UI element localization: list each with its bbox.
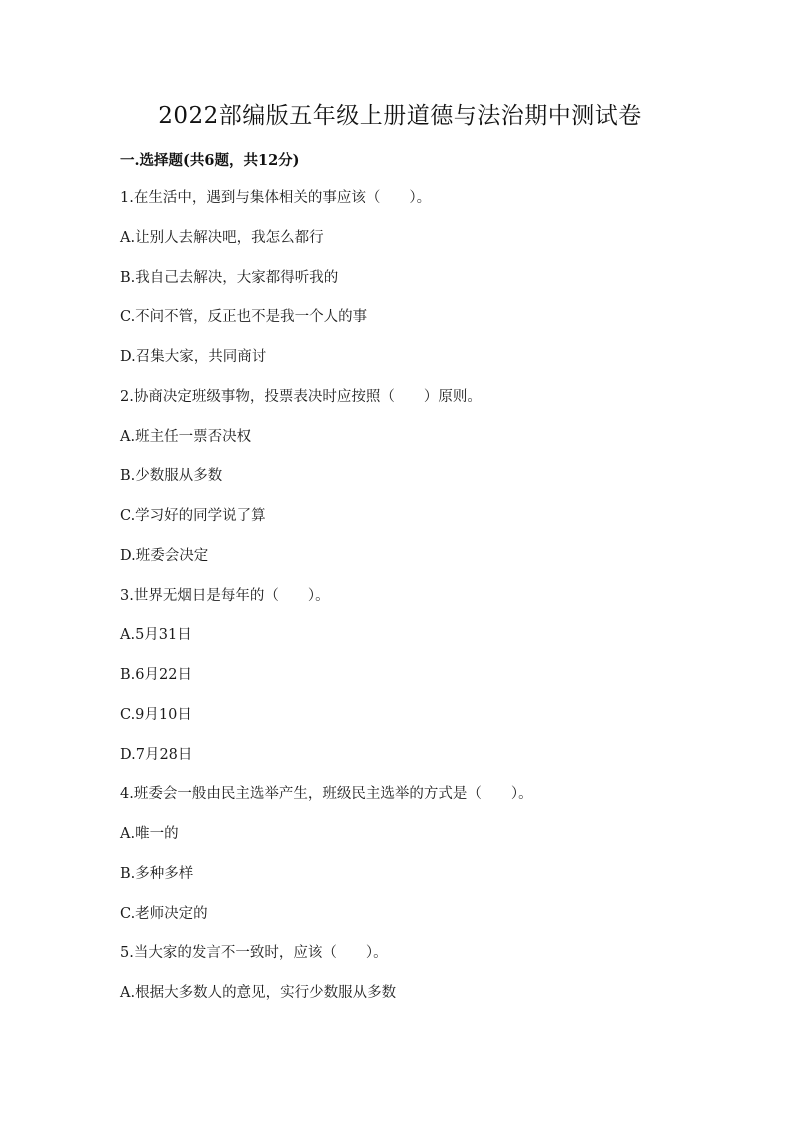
question-option: C.不问不管，反正也不是我一个人的事 — [120, 309, 368, 326]
question-option: A.5月31日 — [120, 627, 192, 644]
question-option: B.少数服从多数 — [120, 468, 223, 485]
question-list — [120, 187, 720, 1022]
section-heading: 一.选择题(共6题，共12分) — [120, 152, 300, 169]
question-option: B.多种多样 — [120, 865, 194, 882]
question-option: B.我自己去解决，大家都得听我的 — [120, 269, 339, 286]
question-option: A.班主任一票否决权 — [120, 428, 252, 445]
question-option: D.7月28日 — [120, 746, 193, 763]
question-option: C.9月10日 — [120, 706, 192, 723]
question-option: A.根据大多数人的意见，实行少数服从多数 — [120, 985, 397, 1001]
question-option: A.让别人去解决吧，我怎么都行 — [120, 229, 324, 246]
question-option: C.老师决定的 — [120, 905, 208, 922]
question-stem: 2.协商决定班级事物，投票表决时应按照（ ）原则。 — [120, 388, 482, 405]
question-option: D.召集大家，共同商讨 — [120, 349, 267, 365]
question-option: C.学习好的同学说了算 — [120, 508, 266, 524]
question-stem: 3.世界无烟日是每年的（ ）。 — [120, 587, 330, 604]
page-title: 2022部编版五年级上册道德与法治期中测试卷 — [158, 103, 642, 129]
question-option: B.6月22日 — [120, 667, 192, 683]
question-stem: 1.在生活中，遇到与集体相关的事应该（ ）。 — [120, 190, 432, 206]
question-stem: 5.当大家的发言不一致时，应该（ ）。 — [120, 945, 388, 962]
question-option: D.班委会决定 — [120, 547, 209, 564]
question-stem: 4.班委会一般由民主选举产生，班级民主选举的方式是（ ）。 — [120, 786, 533, 803]
question-option: A.唯一的 — [120, 826, 179, 842]
